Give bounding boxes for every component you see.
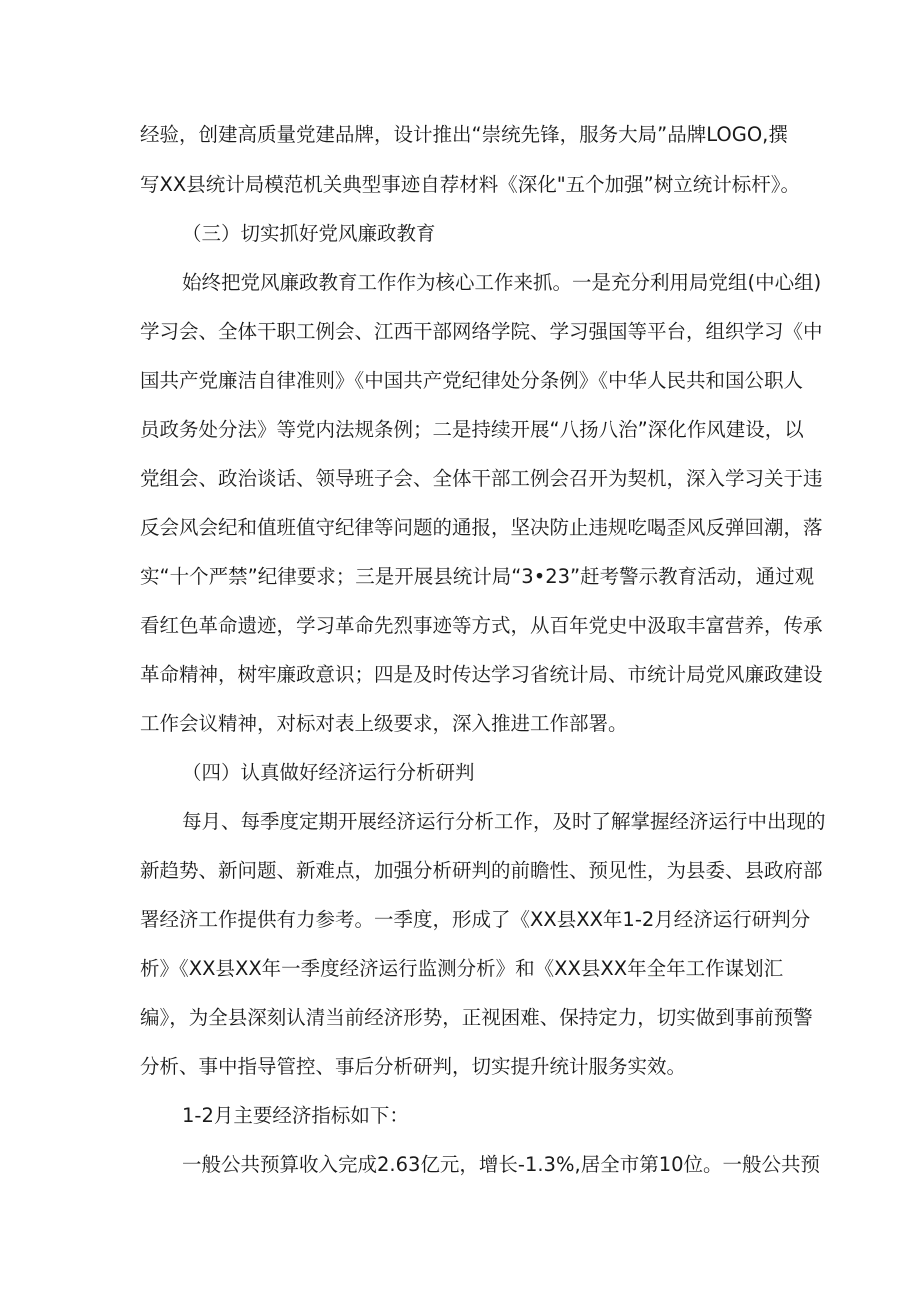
text-line: 写XX县统计局模范机关典型事迹自荐材料《深化"五个加强”树立统计标杆》。 (140, 173, 801, 196)
section-heading: （三）切实抓好党风廉政教育 (182, 222, 436, 245)
text-line: 分析、事中指导管控、事后分析研判，切实提升统计服务实效。 (140, 1055, 687, 1078)
text-line: 党组会、政治谈话、领导班子会、全体干部工例会召开为契机，深入学习关于违 (140, 467, 823, 490)
text-line: 反会风会纪和值班值守纪律等问题的通报，坚决防止违规吃喝歪风反弹回潮，落 (140, 516, 823, 539)
text-line: 员政务处分法》等党内法规条例；二是持续开展“八扬八治”深化作风建设，以 (140, 418, 804, 441)
text-line: 实“十个严禁”纪律要求；三是开展县统计局“3•23”赶考警示教育活动，通过观 (140, 565, 815, 588)
text-line: 看红色革命遗迹，学习革命先烈事迹等方式，从百年党史中汲取丰富营养，传承 (140, 614, 823, 637)
text-line: 国共产党廉洁自律准则》《中国共产党纪律处分条例》《中华人民共和国公职人 (140, 369, 804, 392)
text-line: 始终把党风廉政教育工作作为核心工作来抓。一是充分利用局党组(中心组) (182, 271, 822, 294)
text-line: 学习会、全体干职工例会、江西干部网络学院、学习强国等平台，组织学习《中 (140, 320, 823, 343)
text-line: 工作会议精神，对标对表上级要求，深入推进工作部署。 (140, 712, 628, 735)
text-line: 析》《XX县XX年一季度经济运行监测分析》和《XX县XX年全年工作谋划汇 (140, 957, 784, 980)
text-line: 编》，为全县深刻认清当前经济形势，正视困难、保持定力，切实做到事前预警 (140, 1006, 813, 1029)
text-line: 署经济工作提供有力参考。一季度，形成了《XX县XX年1-2月经济运行研判分 (140, 908, 811, 931)
section-heading: （四）认真做好经济运行分析研判 (182, 761, 475, 784)
text-line: 革命精神，树牢廉政意识；四是及时传达学习省统计局、市统计局党风廉政建设 (140, 663, 823, 686)
text-line: 一般公共预算收入完成2.63亿元，增长-1.3%,居全市第10位。一般公共预 (182, 1153, 821, 1176)
text-line: 新趋势、新问题、新难点，加强分析研判的前瞻性、预见性，为县委、县政府部 (140, 859, 823, 882)
text-line: 1-2月主要经济指标如下： (182, 1104, 409, 1127)
text-line: 每月、每季度定期开展经济运行分析工作，及时了解掌握经济运行中出现的 (182, 810, 826, 833)
text-line: 经验，创建高质量党建品牌，设计推出“崇统先锋，服务大局”品牌LOGO,撰 (140, 123, 788, 146)
